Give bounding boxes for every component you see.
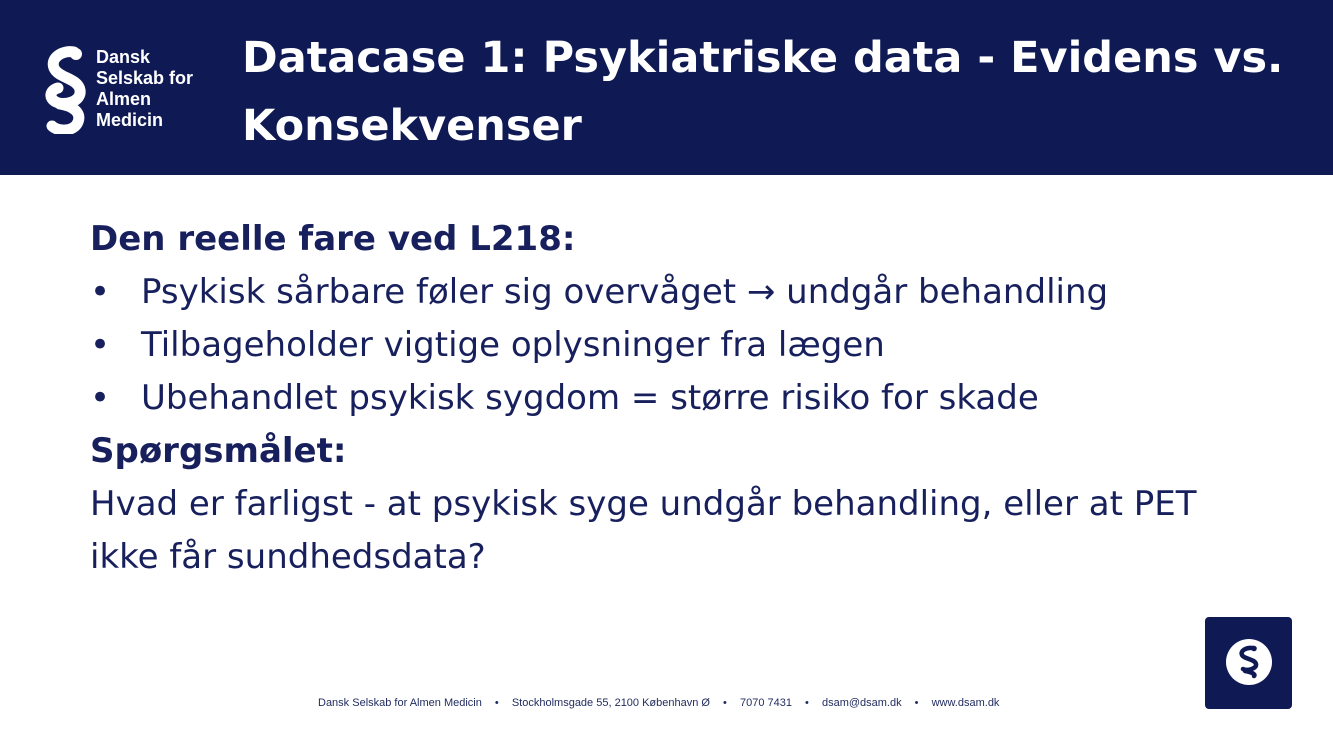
- slide-title: Datacase 1: Psykiatriske data - Evidens vs. Konsekvenser: [242, 33, 1284, 151]
- bullet-item: [90, 372, 1250, 425]
- bullet-text: Ubehandlet psykisk sygdom = større risiko for skade: [141, 378, 1039, 418]
- footer-separator: •: [494, 697, 499, 709]
- slide-content: [90, 213, 1250, 584]
- bullet-item: [90, 319, 1250, 372]
- section-heading-danger: Den reelle fare ved L218:: [90, 219, 576, 259]
- dsam-badge: [1205, 617, 1292, 709]
- logo-line: Dansk: [96, 47, 151, 67]
- bullet-list: [90, 266, 1250, 425]
- footer-separator: •: [723, 697, 727, 709]
- footer-website: www.dsam.dk: [931, 697, 1000, 709]
- footer-contact: [318, 697, 999, 709]
- snake-staff-icon: [44, 46, 90, 134]
- bullet-marker: •: [90, 378, 111, 418]
- footer-separator: •: [914, 697, 919, 709]
- snake-staff-icon: [1236, 645, 1262, 679]
- bullet-marker: •: [90, 325, 111, 365]
- bullet-marker: •: [90, 272, 111, 312]
- logo-line: Selskab for: [96, 68, 194, 88]
- question-text: Hvad er farligst - at psykisk syge undgår behandling, eller at PET ikke får sundhedsdata?: [90, 484, 1197, 577]
- footer-phone: 7070 7431: [739, 697, 792, 709]
- bullet-text: Psykisk sårbare føler sig overvåget → undgår behandling: [141, 272, 1109, 312]
- footer-org: Dansk Selskab for Almen Medicin: [318, 697, 482, 709]
- badge-circle: [1226, 639, 1272, 685]
- footer-address: Stockholmsgade 55, 2100 København Ø: [511, 697, 710, 709]
- footer-separator: •: [805, 697, 809, 709]
- footer-email: dsam@dsam.dk: [821, 697, 902, 709]
- dsam-logo: [44, 42, 224, 136]
- bullet-item: [90, 266, 1250, 319]
- logo-line: Almen: [96, 89, 152, 109]
- bullet-text: Tilbageholder vigtige oplysninger fra lægen: [141, 325, 885, 365]
- logo-text: [96, 47, 193, 131]
- section-heading-question: Spørgsmålet:: [90, 431, 347, 471]
- slide-header: [0, 0, 1333, 175]
- logo-line: Medicin: [96, 110, 164, 130]
